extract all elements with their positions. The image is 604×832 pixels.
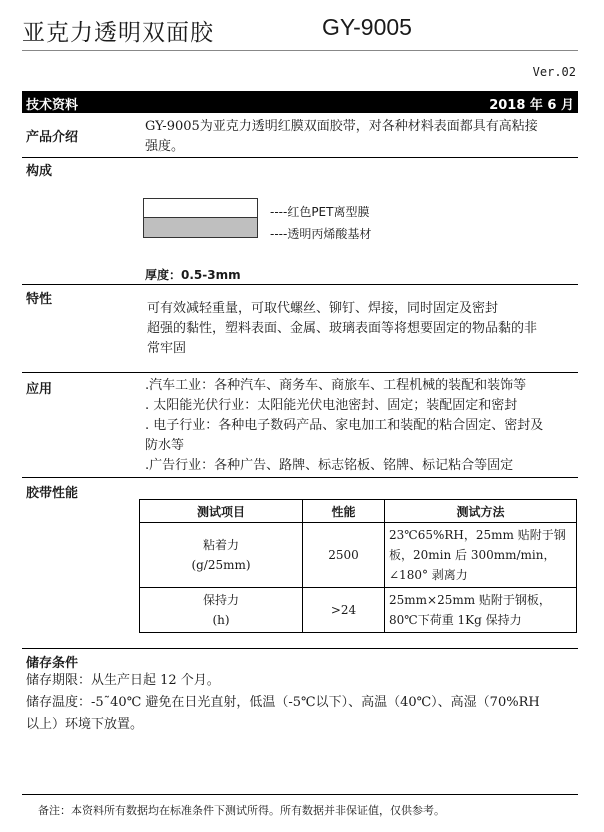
column-header: 性能 bbox=[303, 500, 385, 523]
storage-text bbox=[26, 670, 540, 736]
feature-line: 可有效减轻重量，可取代螺丝、铆钉、焊接，同时固定及密封 bbox=[147, 301, 499, 316]
feature-line: 常牢固 bbox=[147, 341, 187, 356]
applications-text bbox=[145, 376, 543, 476]
method-line: 25mm×25mm 贴附于钢板， bbox=[389, 593, 551, 607]
method-line: 板，20min 后 300mm/min， bbox=[389, 548, 556, 562]
test-method-cell bbox=[385, 523, 577, 588]
application-line: 防水等 bbox=[145, 438, 185, 453]
banner-date: 2018 年 6 月 bbox=[489, 98, 574, 113]
section-rule bbox=[22, 284, 578, 285]
storage-line: 储存期限：从生产日起 12 个月。 bbox=[26, 673, 220, 688]
test-item-name: 保持力 bbox=[202, 593, 239, 607]
application-line: . 太阳能光伏行业：太阳能光伏电池密封、固定；装配固定和密封 bbox=[145, 398, 518, 413]
test-item-cell bbox=[140, 588, 303, 633]
table-row bbox=[140, 523, 577, 588]
composition-heading: 构成 bbox=[26, 164, 53, 179]
applications-heading: 应用 bbox=[26, 382, 53, 397]
footer-rule bbox=[22, 794, 578, 795]
section-rule bbox=[22, 372, 578, 373]
storage-line: 以上）环境下放置。 bbox=[26, 717, 144, 732]
thickness-spec: 厚度：0.5-3mm bbox=[145, 268, 241, 282]
storage-heading: 储存条件 bbox=[26, 656, 79, 671]
intro-line: GY-9005为亚克力透明红膜双面胶带，对各种材料表面都具有高粘接 bbox=[145, 119, 538, 134]
document-title: 亚克力透明双面胶 bbox=[22, 20, 214, 46]
release-liner-layer bbox=[143, 198, 258, 218]
header-rule bbox=[22, 50, 578, 51]
table-header-row bbox=[140, 500, 577, 523]
features-heading: 特性 bbox=[26, 292, 53, 307]
performance-table bbox=[139, 499, 577, 633]
banner-label: 技术资料 bbox=[26, 98, 79, 113]
product-code: GY-9005 bbox=[322, 14, 412, 40]
storage-line: 储存温度：-5˜40℃ 避免在日光直射，低温（-5℃以下）、高温（40℃）、高湿（70%RH bbox=[26, 695, 540, 710]
section-rule bbox=[22, 157, 578, 158]
intro-heading: 产品介绍 bbox=[26, 130, 79, 145]
technical-data-banner bbox=[22, 91, 578, 113]
method-line: 23℃65%RH，25mm 贴附于钢 bbox=[389, 528, 566, 542]
features-text bbox=[147, 299, 537, 359]
feature-line: 超强的黏性，塑料表面、金属、玻璃表面等将想要固定的物品黏的非 bbox=[147, 321, 538, 336]
test-item-name: 粘着力 bbox=[202, 538, 239, 552]
column-header: 测试方法 bbox=[385, 500, 577, 523]
method-line: ∠180° 剥离力 bbox=[389, 568, 468, 582]
test-method-cell bbox=[385, 588, 577, 633]
method-line: 80℃下荷重 1Kg 保持力 bbox=[389, 613, 522, 627]
intro-text bbox=[145, 117, 538, 157]
table-row bbox=[140, 588, 577, 633]
performance-heading: 胶带性能 bbox=[26, 486, 79, 501]
section-rule bbox=[22, 477, 578, 478]
test-item-unit: (g/25mm) bbox=[191, 558, 251, 572]
version-label: Ver.02 bbox=[532, 65, 576, 79]
section-rule bbox=[22, 648, 578, 649]
test-item-unit: (h) bbox=[212, 613, 230, 627]
performance-value: >24 bbox=[303, 588, 385, 633]
acrylic-base-layer bbox=[143, 217, 258, 238]
application-line: .汽车工业：各种汽车、商务车、商旅车、工程机械的装配和装饰等 bbox=[145, 378, 527, 393]
performance-value: 2500 bbox=[303, 523, 385, 588]
layer-label-base: ----透明丙烯酸基材 bbox=[270, 227, 372, 241]
application-line: . 电子行业：各种电子数码产品、家电加工和装配的粘合固定、密封及 bbox=[145, 418, 544, 433]
column-header: 测试项目 bbox=[140, 500, 303, 523]
layer-label-liner: ----红色PET离型膜 bbox=[270, 205, 370, 219]
footer-note: 备注：本资料所有数据均在标准条件下测试所得。所有数据并非保证值，仅供参考。 bbox=[38, 804, 445, 817]
test-item-cell bbox=[140, 523, 303, 588]
intro-line: 强度。 bbox=[145, 139, 185, 154]
application-line: .广告行业：各种广告、路牌、标志铭板、铭牌、标记粘合等固定 bbox=[145, 458, 514, 473]
